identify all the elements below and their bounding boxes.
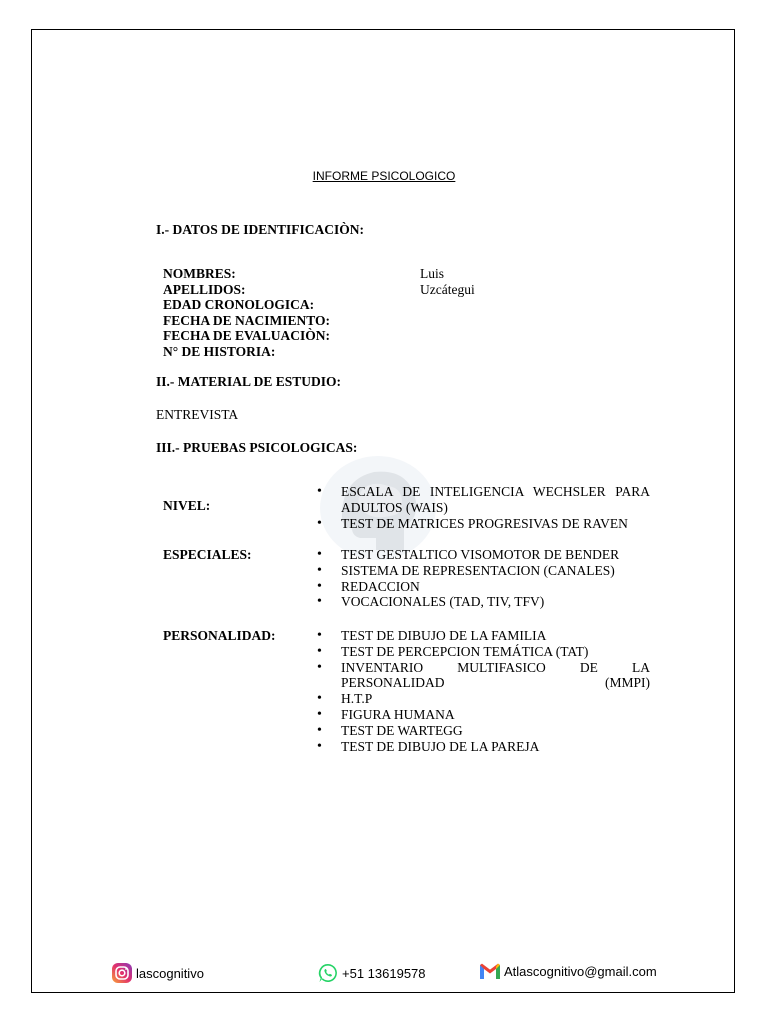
field-label-fecha-evaluacion: FECHA DE EVALUACIÒN: <box>163 328 331 343</box>
field-label-historia: N° DE HISTORIA: <box>163 343 276 359</box>
category-especiales: ESPECIALES: <box>163 547 252 562</box>
instagram-handle: lascognitivo <box>136 965 204 981</box>
section1-heading: I.- DATOS DE IDENTIFICACIÒN: <box>156 222 365 237</box>
field-value-apellidos: Uzcátegui <box>420 281 475 297</box>
identification-labels <box>163 266 330 359</box>
test-list-especiales <box>316 547 650 610</box>
list-item: • REDACCION <box>316 579 650 595</box>
gmail-icon <box>479 962 501 980</box>
category-nivel: NIVEL: <box>163 498 211 513</box>
email-address: Atlascognitivo@gmail.com <box>504 963 657 979</box>
section2-heading: II.- MATERIAL DE ESTUDIO: <box>156 374 342 389</box>
list-item: • VOCACIONALES (TAD, TIV, TFV) <box>316 594 650 610</box>
test-list-personalidad <box>316 628 650 754</box>
test-list-nivel <box>316 484 650 531</box>
footer-email <box>479 962 657 980</box>
list-item: • SISTEMA DE REPRESENTACION (CANALES) <box>316 563 650 579</box>
list-item: • FIGURA HUMANA <box>316 707 650 723</box>
category-personalidad: PERSONALIDAD: <box>163 628 276 643</box>
footer-whatsapp <box>317 962 426 984</box>
list-item: • ESCALA DE INTELIGENCIA WECHSLER PARA ADULTOS (WAIS) <box>316 484 650 516</box>
list-item: • TEST DE DIBUJO DE LA FAMILIA <box>316 628 650 644</box>
field-label-fecha-nacimiento: FECHA DE NACIMIENTO: <box>163 312 331 328</box>
list-item: • TEST GESTALTICO VISOMOTOR DE BENDER <box>316 547 650 563</box>
list-item: • TEST DE WARTEGG <box>316 723 650 739</box>
instagram-icon <box>111 962 133 984</box>
field-value-nombres: Luis <box>420 266 445 281</box>
field-label-edad: EDAD CRONOLOGICA: <box>163 297 315 312</box>
section2-content: ENTREVISTA <box>156 407 239 422</box>
list-item: • H.T.P <box>316 691 650 707</box>
whatsapp-number: +51 13619578 <box>342 965 426 981</box>
document-title: INFORME PSICOLOGICO <box>312 169 456 183</box>
footer-instagram <box>111 962 204 984</box>
list-item: • TEST DE DIBUJO DE LA PAREJA <box>316 739 650 755</box>
list-item: • TEST DE MATRICES PROGRESIVAS DE RAVEN <box>316 516 650 532</box>
list-item: • INVENTARIO MULTIFASICO DE LA PERSONALIDAD (MMPI) <box>316 660 650 692</box>
field-label-nombres: NOMBRES: <box>163 266 236 281</box>
identification-values <box>420 266 475 297</box>
field-label-apellidos: APELLIDOS: <box>163 281 246 297</box>
list-item: • TEST DE PERCEPCION TEMÁTICA (TAT) <box>316 644 650 660</box>
section3-heading: III.- PRUEBAS PSICOLOGICAS: <box>156 440 358 455</box>
whatsapp-icon <box>317 962 339 984</box>
